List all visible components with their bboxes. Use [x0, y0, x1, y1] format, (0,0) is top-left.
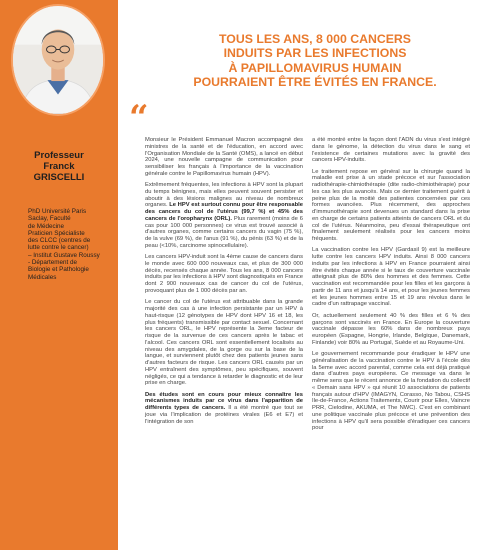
author-credentials: PhD Université Paris Saclay, Faculté de Médecine Praticien Spécialiste des CLCC (centres de lutte contre le cancer) – Institut Gustave Roussy - Département de Biologie et Pathologie Médicales: [28, 208, 100, 281]
author-name: [0, 150, 118, 183]
quote-mark-icon: “: [129, 98, 149, 138]
paragraph: a été montré entre la façon dont l'ADN du virus s'est intégré dans le génome, la détection du virus dans le sang et l'existence de certaines mutations avec la gravité des cancers HPV-induits.: [312, 137, 470, 164]
paragraph: Le cancer du col de l'utérus est attribuable dans la grande majorité des cas à une infection persistante par un HPV à haut-risque (12 génotypes de HPV dont HPV 16 et 18, les plus fréquents) transmissible par contact sexuel. Concernant les cancers ORL, le HPV représente la 3eme facteur de risque de la survenue de ces cancers après le tabac et l'alcool. Ces cancers ORL sont essentiellement localisés au niveau des amygdales, de la gorge ou sur la base de la langue, et surviennent plutôt chez des patients jeunes sans d'autres facteurs de risque. Les cancers ORL causés par un HPV entraînent des symptômes, peu spécifiques, souvent négligés, ce qui a tendance à retarder le diagnostic et de leur prise en charge.: [145, 299, 303, 387]
author-first-name: Franck: [43, 161, 75, 172]
portrait-photo: [13, 6, 103, 114]
paragraph: Or, actuellement seulement 40 % des filles et 6 % des garçons sont vaccinés en France. En Europe la couverture vaccinale dépasse les 60% dans de nombreux pays européen (Espagne, Hongrie, Irlande, Belgique, Danemark, Finlande) voir 80% au Portugal, Suède et au Royaume-Uni.: [312, 312, 470, 346]
paragraph: Monsieur le Président Emmanuel Macron accompagné des ministres de la santé et de l'éducation, en accord avec l'Organisation Mondiale de la Santé (OMS), a lancé en début 2024, une nouvelle campagne de communication pour sensibiliser les français à l'importance de la vaccination générale contre le Papillomavirus humain (HPV).: [145, 137, 303, 177]
paragraph: La vaccination contre les HPV (Gardasil 9) est la meilleure lutte contre les cancers HPV induits. Ainsi 8 000 cancers induits par les infections à HPV en France pourraient ainsi être évités chaque année si le taux de couverture vaccinale atteignait plus de 80% des hommes et des femmes. Cette vaccination est recommandée pour les filles et les garçons à partir de 11 ans et jusqu'à 14 ans, et pour les jeunes femmes et les jeunes hommes entre 15 et 19 ans révolus dans le cadre d'un rattrapage vaccinal.: [312, 247, 470, 308]
article-title: TOUS LES ANS, 8 000 CANCERS INDUITS PAR LES INFECTIONS À PAPILLOMAVIRUS HUMAIN POURRAIENT ÊTRE ÉVITÉS EN FRANCE.: [193, 32, 437, 90]
paragraph: Les cancers HPV-induit sont la 4ème cause de cancers dans le monde avec 600 000 nouveaux cas, et plus de 300 000 décès, recensés chaque année. Tous les ans, 8 000 cancers induits par les infections à HPV sont diagnostiqués en France dont 2 900 nouveaux cas de cancer du col de l'utérus, provoquant plus de 1 000 décès par an.: [145, 254, 303, 294]
author-role: Professeur: [34, 150, 84, 161]
paragraph: Le gouvernement recommande pour éradiquer le HPV une généralisation de la vaccination contre le HPV à l'école dès la 5eme avec accord parental, comme cela est déjà pratiqué dans d'autres pays européens. Ce message va dans le même sens que le récent annonce de la fondation du collectif « Demain sans HPV » qui réunit 10 associations de patients français autour d'HPV (IMAGYN, Corasso, No Tabou, CSHS Ile-de-France, Actions Traitements, Courir pour Elles, Vaincre PRR, Cielodine, AKUMA, et The NWC). C'est en combinant une politique vaccinale plus précoce et une prévention des infections à HPV qu'il sera possible d'éradiquer ces cancers pour: [312, 351, 470, 432]
article-column-1: [145, 137, 303, 430]
article-column-2: [312, 137, 470, 437]
author-last-name: GRISCELLI: [33, 172, 85, 183]
paragraph: Des études sont en cours pour mieux connaître les mécanismes induits par ce virus dans l'apparition de différents types de cancers. Il a été montré que tout se joue via l'implication de protéines virales (E6 et E7) et l'intégration de son: [145, 391, 303, 425]
paragraph: Le traitement repose en général sur la chirurgie quand la maladie est prise à un stade précoce et sur l'association radiothérapie-chimiothérapie (dite radio-chimiothérapie) pour les cas les plus avancés. Mais ce dernier traitement guérit à peine plus de la moitié des patientes concernées par ces formes avancées. Plus récemment, des approches d'immunothérapie sont devenues un standard dans la prise en charge de certains patients atteints de cancers ORL et du col de l'utérus. Néanmoins, peu d'essai thérapeutique ont finalement seulement réalisés pour les cancers moins fréquents.: [312, 168, 470, 243]
paragraph: Extrêmement fréquentes, les infections à HPV sont la plupart du temps bénignes, mais elles peuvent souvent persister et aboutir à des lésions malignes au niveau de nombreux organes. Le HPV est surtout connu pour être responsable des cancers du col de l'utérus (99,7 %) et 45% des cancers de l'oropharynx (ORL). Plus rarement (moins de 6 cas pour 100 000 personnes) ce virus est trouvé associé à d'autres organes, comme certains cancers du vagin (75 %), de la vulve (69 %), de l'anus (91 %), du pénis (63 %) et de la peau (<10%, carcinome spinocellulaire).: [145, 182, 303, 249]
sidebar: [0, 0, 118, 550]
author-portrait: [11, 4, 105, 116]
